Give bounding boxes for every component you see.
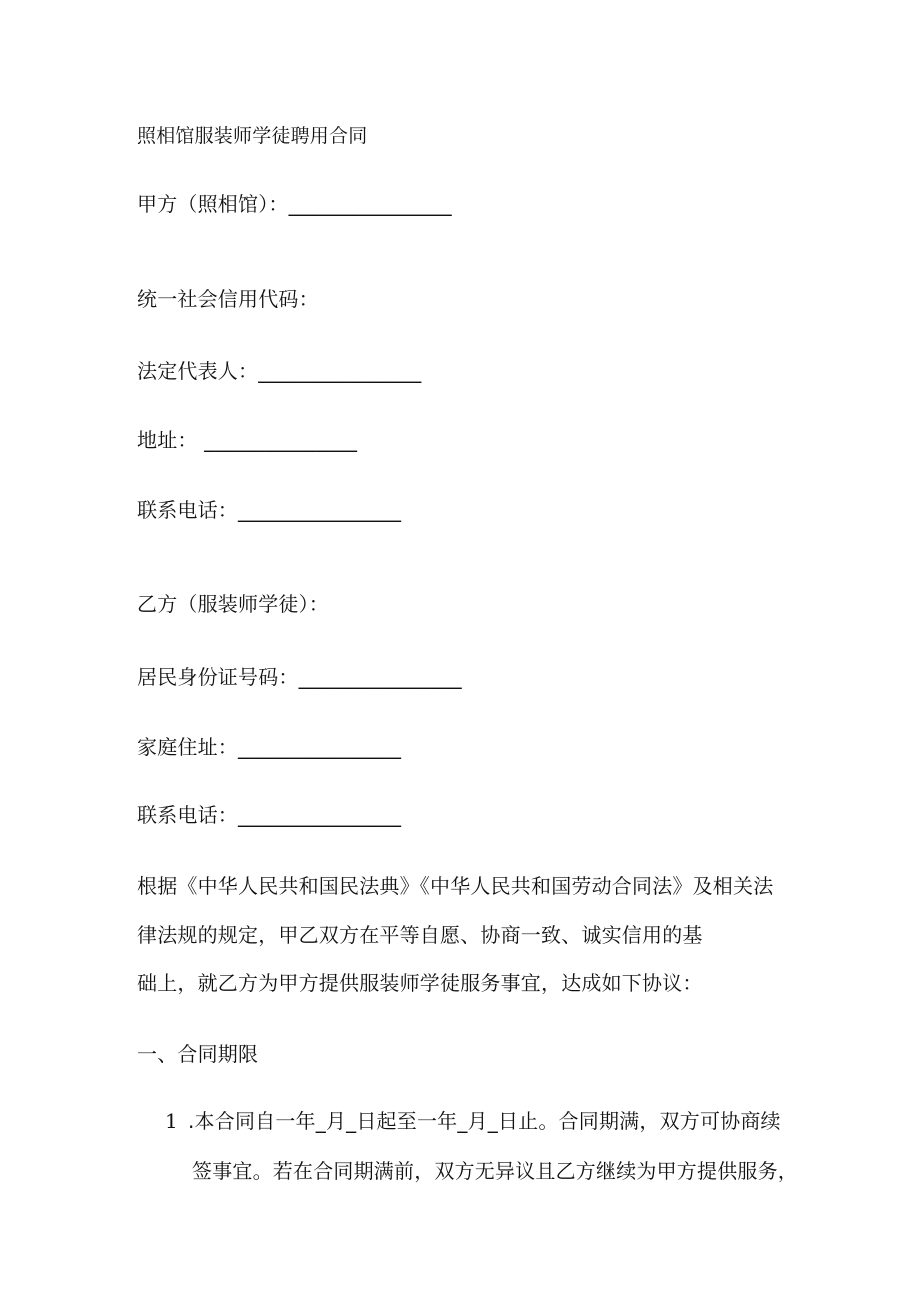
section-1-heading: 一、合同期限	[137, 1042, 259, 1066]
party-a-name-field: 甲方（照相馆）：________________	[137, 192, 452, 216]
party-b-name-field: 乙方（服装师学徒）：	[137, 592, 329, 616]
clause-1-number: 1	[165, 1109, 178, 1133]
preamble-line-3: 础上，就乙方为甲方提供服装师学徒服务事宜，达成如下协议：	[137, 971, 703, 995]
party-b-phone-field: 联系电话：________________	[137, 803, 402, 827]
preamble-line-2: 律法规的规定，甲乙双方在平等自愿、协商一致、诚实信用的基	[137, 923, 703, 947]
clause-1-line-2: 签事宜。若在合同期满前，双方无异议且乙方继续为甲方提供服务，	[192, 1159, 798, 1183]
party-a-legal-rep-field: 法定代表人：________________	[137, 359, 422, 383]
party-b-home-address-field: 家庭住址：________________	[137, 735, 402, 759]
clause-1-line-1: .本合同自一年_月_日起至一年_月_日止。合同期满，双方可协商续	[188, 1109, 781, 1133]
party-a-phone-field: 联系电话：________________	[137, 498, 402, 522]
preamble-line-1: 根据《中华人民共和国民法典》《中华人民共和国劳动合同法》及相关法	[137, 874, 774, 898]
party-a-address-field: 地址： _______________	[137, 428, 358, 452]
document-title: 照相馆服装师学徒聘用合同	[137, 125, 368, 147]
party-b-id-field: 居民身份证号码：________________	[137, 665, 462, 689]
party-a-credit-code-field: 统一社会信用代码：	[137, 287, 319, 311]
